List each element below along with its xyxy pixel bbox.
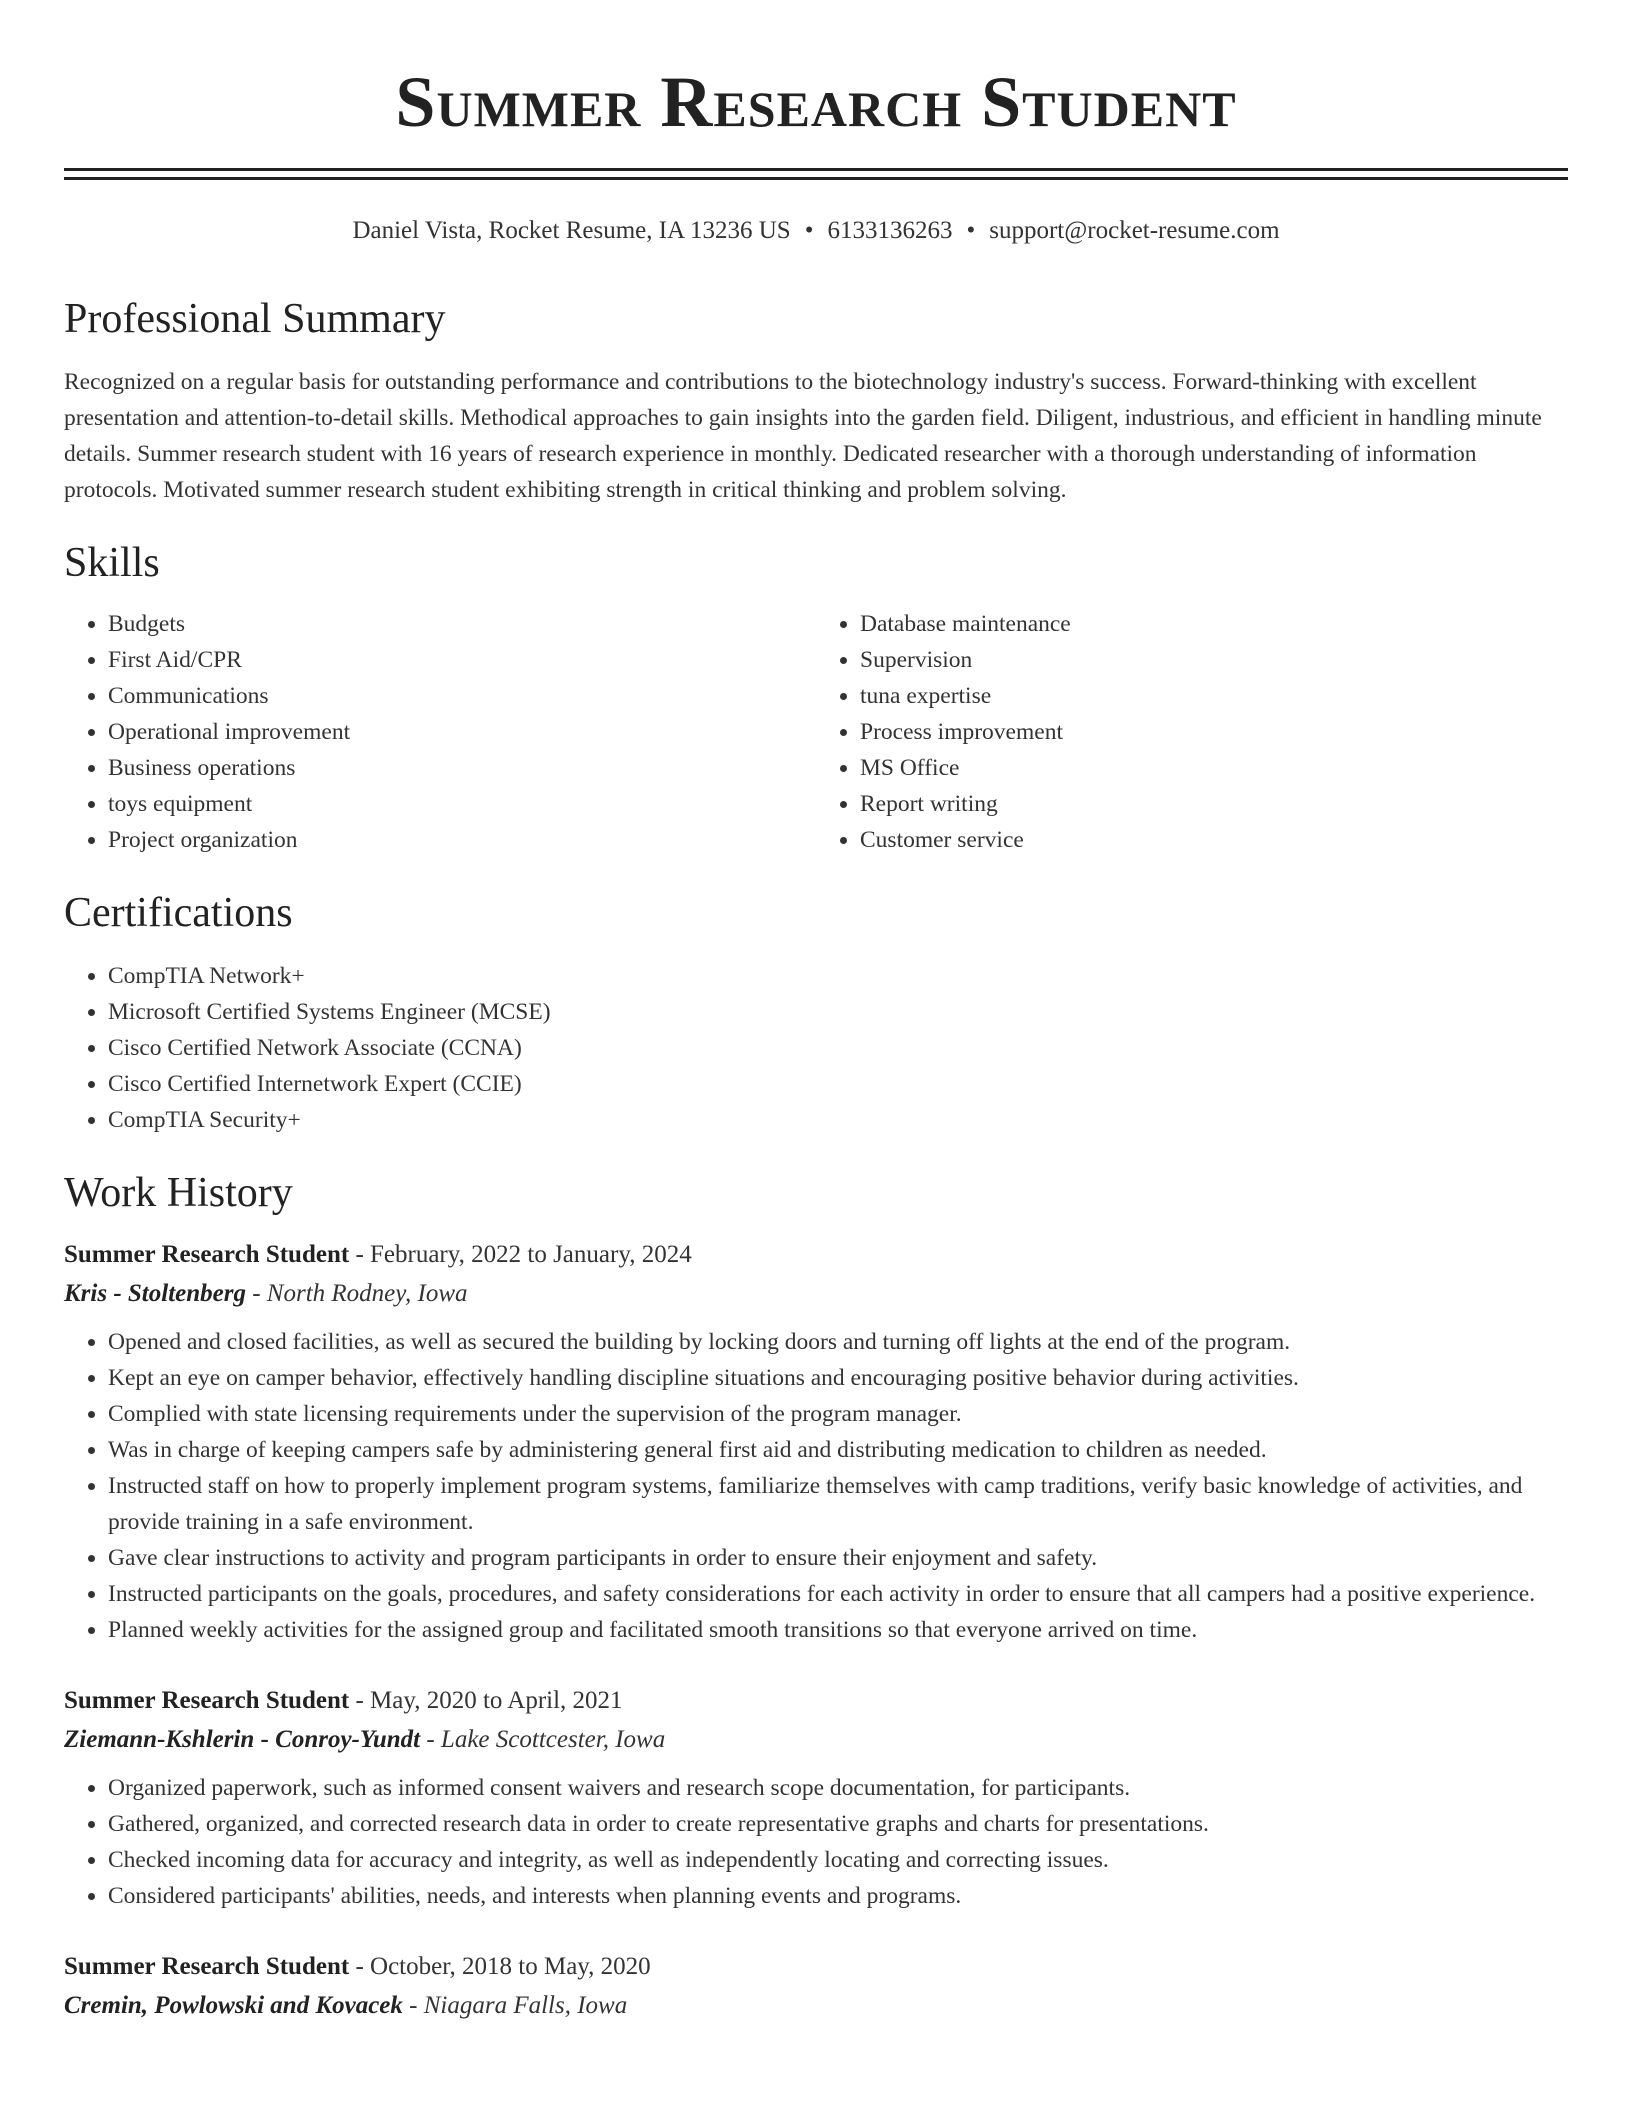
job-duty: • Gathered, organized, and corrected research data in order to create representative graphs and charts for presentations. bbox=[108, 1806, 1568, 1842]
skills-list-left bbox=[64, 606, 816, 858]
skill-item: • Project organization bbox=[108, 822, 816, 858]
job-title-line bbox=[64, 1682, 1568, 1720]
job-duty: • Organized paperwork, such as informed consent waivers and research scope documentation, for participants. bbox=[108, 1770, 1568, 1806]
skill-item: • Database maintenance bbox=[860, 606, 1568, 642]
title-divider-top bbox=[64, 168, 1568, 171]
job-title-line bbox=[64, 1236, 1568, 1274]
job-employer-line bbox=[64, 1986, 1568, 2026]
job-duty: • Instructed participants on the goals, procedures, and safety considerations for each activity in order to ensure that all campers had a positive experience. bbox=[108, 1576, 1568, 1612]
skill-item: • Communications bbox=[108, 678, 816, 714]
skill-item: • tuna expertise bbox=[860, 678, 1568, 714]
job-dates: - May, 2020 to April, 2021 bbox=[349, 1687, 623, 1714]
skills-heading: Skills bbox=[64, 540, 160, 586]
certification-item: • Cisco Certified Network Associate (CCNA) bbox=[108, 1030, 1568, 1066]
job-company: Ziemann-Kshlerin - Conroy-Yundt bbox=[64, 1726, 421, 1753]
contact-email: support@rocket-resume.com bbox=[989, 217, 1280, 244]
job-role: Summer Research Student bbox=[64, 1953, 350, 1980]
skill-item: • First Aid/CPR bbox=[108, 642, 816, 678]
skills-list-right bbox=[816, 606, 1568, 858]
contact-phone: 6133136263 bbox=[827, 217, 953, 244]
skill-item: • toys equipment bbox=[108, 786, 816, 822]
contact-separator: • bbox=[966, 217, 976, 244]
job-role: Summer Research Student bbox=[64, 1687, 350, 1714]
job-duty: • Kept an eye on camper behavior, effectively handling discipline situations and encouraging positive behavior during activities. bbox=[108, 1360, 1568, 1396]
job-duties-list bbox=[64, 1324, 1568, 1648]
skill-item: • MS Office bbox=[860, 750, 1568, 786]
job-company: Cremin, Powlowski and Kovacek bbox=[64, 1992, 403, 2019]
job-entry bbox=[64, 1682, 1568, 1914]
job-entry bbox=[64, 1948, 1568, 2026]
job-duty: • Considered participants' abilities, needs, and interests when planning events and programs. bbox=[108, 1878, 1568, 1914]
skills-columns bbox=[64, 606, 1568, 858]
job-location: - North Rodney, Iowa bbox=[245, 1280, 468, 1307]
summary-heading: Professional Summary bbox=[64, 296, 446, 342]
job-title-line bbox=[64, 1948, 1568, 1986]
job-role: Summer Research Student bbox=[64, 1241, 350, 1268]
job-company: Kris - Stoltenberg bbox=[64, 1280, 246, 1307]
job-dates: - February, 2022 to January, 2024 bbox=[349, 1241, 692, 1268]
skill-item: • Customer service bbox=[860, 822, 1568, 858]
certifications-list bbox=[64, 958, 1568, 1138]
job-duty: • Instructed staff on how to properly implement program systems, familiarize themselves with camp traditions, verify basic knowledge of activities, and provide training in a safe environment. bbox=[108, 1468, 1568, 1540]
job-duty: • Planned weekly activities for the assigned group and facilitated smooth transitions so that everyone arrived on time. bbox=[108, 1612, 1568, 1648]
certifications-heading: Certifications bbox=[64, 890, 293, 936]
skill-item: • Operational improvement bbox=[108, 714, 816, 750]
job-duties-list bbox=[64, 1770, 1568, 1914]
job-location: - Lake Scottcester, Iowa bbox=[420, 1726, 666, 1753]
summary-text: Recognized on a regular basis for outstanding performance and contributions to the biotechnology industry's success. Forward-thinking with excellent presentation and attention-to-detail skills. Methodical approaches to gain insights into the garden field. Diligent, industrious, and efficient in handling minute details. Summer research student with 16 years of research experience in monthly. Dedicated researcher with a thorough understanding of information protocols. Motivated summer research student exhibiting strength in critical thinking and problem solving. bbox=[64, 369, 1542, 503]
work-history-heading: Work History bbox=[64, 1170, 293, 1216]
skill-item: • Report writing bbox=[860, 786, 1568, 822]
job-employer-line bbox=[64, 1274, 1568, 1314]
contact-line bbox=[64, 216, 1568, 246]
skill-item: • Budgets bbox=[108, 606, 816, 642]
job-employer-line bbox=[64, 1720, 1568, 1760]
certification-item: • CompTIA Security+ bbox=[108, 1102, 1568, 1138]
job-duty: • Was in charge of keeping campers safe by administering general first aid and distributing medication to children as needed. bbox=[108, 1432, 1568, 1468]
job-duty: • Gave clear instructions to activity and program participants in order to ensure their enjoyment and safety. bbox=[108, 1540, 1568, 1576]
job-duty: • Opened and closed facilities, as well as secured the building by locking doors and turning off lights at the end of the program. bbox=[108, 1324, 1568, 1360]
job-location: - Niagara Falls, Iowa bbox=[402, 1992, 628, 2019]
certification-item: • Cisco Certified Internetwork Expert (CCIE) bbox=[108, 1066, 1568, 1102]
certification-item: • Microsoft Certified Systems Engineer (MCSE) bbox=[108, 994, 1568, 1030]
contact-address: Daniel Vista, Rocket Resume, IA 13236 US bbox=[352, 217, 791, 244]
skill-item: • Supervision bbox=[860, 642, 1568, 678]
certification-item: • CompTIA Network+ bbox=[108, 958, 1568, 994]
job-duty: • Complied with state licensing requirements under the supervision of the program manager. bbox=[108, 1396, 1568, 1432]
resume-title: Summer Research Student bbox=[395, 62, 1237, 142]
job-entry bbox=[64, 1236, 1568, 1648]
contact-separator: • bbox=[804, 217, 814, 244]
job-dates: - October, 2018 to May, 2020 bbox=[349, 1953, 651, 1980]
skill-item: • Process improvement bbox=[860, 714, 1568, 750]
job-duty: • Checked incoming data for accuracy and integrity, as well as independently locating and correcting issues. bbox=[108, 1842, 1568, 1878]
skill-item: • Business operations bbox=[108, 750, 816, 786]
title-divider-bottom bbox=[64, 177, 1568, 180]
